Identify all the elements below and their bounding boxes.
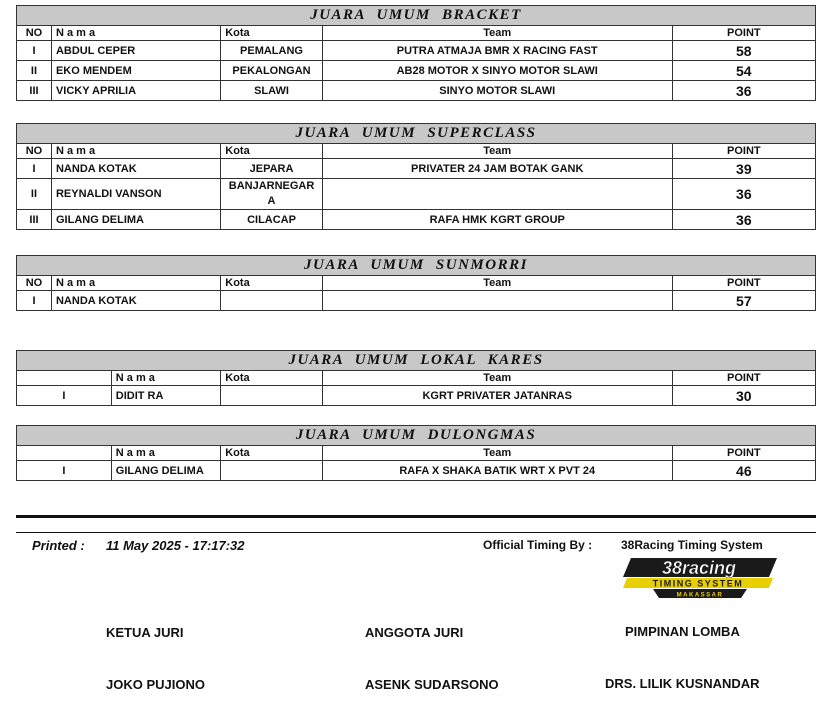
cell-team <box>322 291 672 311</box>
cell-no: II <box>17 179 52 210</box>
col-header-no: NO <box>17 144 52 159</box>
cell-no: I <box>17 291 52 311</box>
section-title: JUARA UMUM LOKAL KARES <box>17 351 816 371</box>
col-header-point: POINT <box>672 276 815 291</box>
cell-kota <box>221 386 323 406</box>
footer-separator-thin <box>16 532 816 533</box>
cell-point: 39 <box>672 159 815 179</box>
col-header-kota: Kota <box>221 276 323 291</box>
table-row <box>17 291 816 311</box>
cell-kota: SLAWI <box>221 81 323 101</box>
section-title: JUARA UMUM SUPERCLASS <box>17 124 816 144</box>
cell-point: 36 <box>672 81 815 101</box>
col-header-kota: Kota <box>221 371 323 386</box>
col-header-team: Team <box>322 26 672 41</box>
cell-team <box>322 179 672 210</box>
section-title: JUARA UMUM SUNMORRI <box>17 256 816 276</box>
cell-nama: EKO MENDEM <box>51 61 220 81</box>
cell-team: PUTRA ATMAJA BMR X RACING FAST <box>322 41 672 61</box>
cell-point: 54 <box>672 61 815 81</box>
col-header-no: NO <box>17 26 52 41</box>
cell-team: KGRT PRIVATER JATANRAS <box>322 386 672 406</box>
col-header-kota: Kota <box>221 446 323 461</box>
col-header-nama: N a m a <box>51 26 220 41</box>
bracket-table <box>16 5 816 101</box>
printed-label: Printed : <box>32 538 85 553</box>
logo-sub-text: TIMING SYSTEM <box>652 578 744 589</box>
section-title: JUARA UMUM DULONGMAS <box>17 426 816 446</box>
cell-team: PRIVATER 24 JAM BOTAK GANK <box>322 159 672 179</box>
cell-nama: GILANG DELIMA <box>111 461 220 481</box>
sunmorri-table <box>16 255 816 311</box>
cell-point: 58 <box>672 41 815 61</box>
cell-nama: GILANG DELIMA <box>51 210 220 230</box>
col-header-no <box>17 371 112 386</box>
cell-nama: NANDA KOTAK <box>51 159 220 179</box>
cell-team: RAFA X SHAKA BATIK WRT X PVT 24 <box>322 461 672 481</box>
table-row <box>17 61 816 81</box>
cell-kota: PEKALONGAN <box>221 61 323 81</box>
col-header-point: POINT <box>672 371 815 386</box>
table-row <box>17 210 816 230</box>
col-header-team: Team <box>322 276 672 291</box>
cell-point: 36 <box>672 179 815 210</box>
cell-kota <box>221 291 323 311</box>
cell-point: 57 <box>672 291 815 311</box>
cell-nama: NANDA KOTAK <box>51 291 220 311</box>
cell-no: III <box>17 210 52 230</box>
cell-no: I <box>17 41 52 61</box>
col-header-nama: N a m a <box>51 276 220 291</box>
cell-nama: ABDUL CEPER <box>51 41 220 61</box>
cell-point: 30 <box>672 386 815 406</box>
cell-nama: DIDIT RA <box>111 386 220 406</box>
col-header-point: POINT <box>672 26 815 41</box>
col-header-kota: Kota <box>221 144 323 159</box>
table-row <box>17 41 816 61</box>
table-row <box>17 386 816 406</box>
official-timing-value: 38Racing Timing System <box>621 538 763 552</box>
printed-timestamp: 11 May 2025 - 17:17:32 <box>106 538 245 553</box>
38racing-logo <box>623 557 777 599</box>
cell-team: SINYO MOTOR SLAWI <box>322 81 672 101</box>
col-header-team: Team <box>322 371 672 386</box>
col-header-kota: Kota <box>221 26 323 41</box>
col-header-nama: N a m a <box>111 371 220 386</box>
logo-city-text: MAKASSAR <box>676 592 724 599</box>
name-pimpinan-lomba: DRS. LILIK KUSNANDAR <box>605 676 760 691</box>
col-header-no: NO <box>17 276 52 291</box>
footer-separator-thick <box>16 515 816 518</box>
name-ketua-juri: JOKO PUJIONO <box>106 677 205 692</box>
cell-no: III <box>17 81 52 101</box>
col-header-team: Team <box>322 446 672 461</box>
cell-nama: VICKY APRILIA <box>51 81 220 101</box>
col-header-nama: N a m a <box>51 144 220 159</box>
cell-no: I <box>17 461 112 481</box>
cell-nama: REYNALDI VANSON <box>51 179 220 210</box>
col-header-point: POINT <box>672 446 815 461</box>
logo-main-text: 38racing <box>661 558 737 578</box>
cell-kota: CILACAP <box>221 210 323 230</box>
lokal-kares-table <box>16 350 816 406</box>
cell-no: I <box>17 159 52 179</box>
col-header-point: POINT <box>672 144 815 159</box>
col-header-team: Team <box>322 144 672 159</box>
cell-kota <box>221 461 323 481</box>
name-anggota-juri: ASENK SUDARSONO <box>365 677 499 692</box>
col-header-nama: N a m a <box>111 446 220 461</box>
role-ketua-juri: KETUA JURI <box>106 625 184 640</box>
role-pimpinan-lomba: PIMPINAN LOMBA <box>625 624 740 639</box>
cell-kota: PEMALANG <box>221 41 323 61</box>
cell-kota: BANJARNEGAR A <box>221 179 323 210</box>
cell-point: 36 <box>672 210 815 230</box>
table-row <box>17 159 816 179</box>
role-anggota-juri: ANGGOTA JURI <box>365 625 464 640</box>
table-row <box>17 461 816 481</box>
table-row <box>17 81 816 101</box>
cell-team: AB28 MOTOR X SINYO MOTOR SLAWI <box>322 61 672 81</box>
cell-no: II <box>17 61 52 81</box>
cell-team: RAFA HMK KGRT GROUP <box>322 210 672 230</box>
superclass-table <box>16 123 816 230</box>
table-row <box>17 179 816 210</box>
col-header-no <box>17 446 112 461</box>
cell-point: 46 <box>672 461 815 481</box>
section-title: JUARA UMUM BRACKET <box>17 6 816 26</box>
official-timing-label: Official Timing By : <box>483 538 593 552</box>
cell-no: I <box>17 386 112 406</box>
cell-kota: JEPARA <box>221 159 323 179</box>
dulongmas-table <box>16 425 816 481</box>
